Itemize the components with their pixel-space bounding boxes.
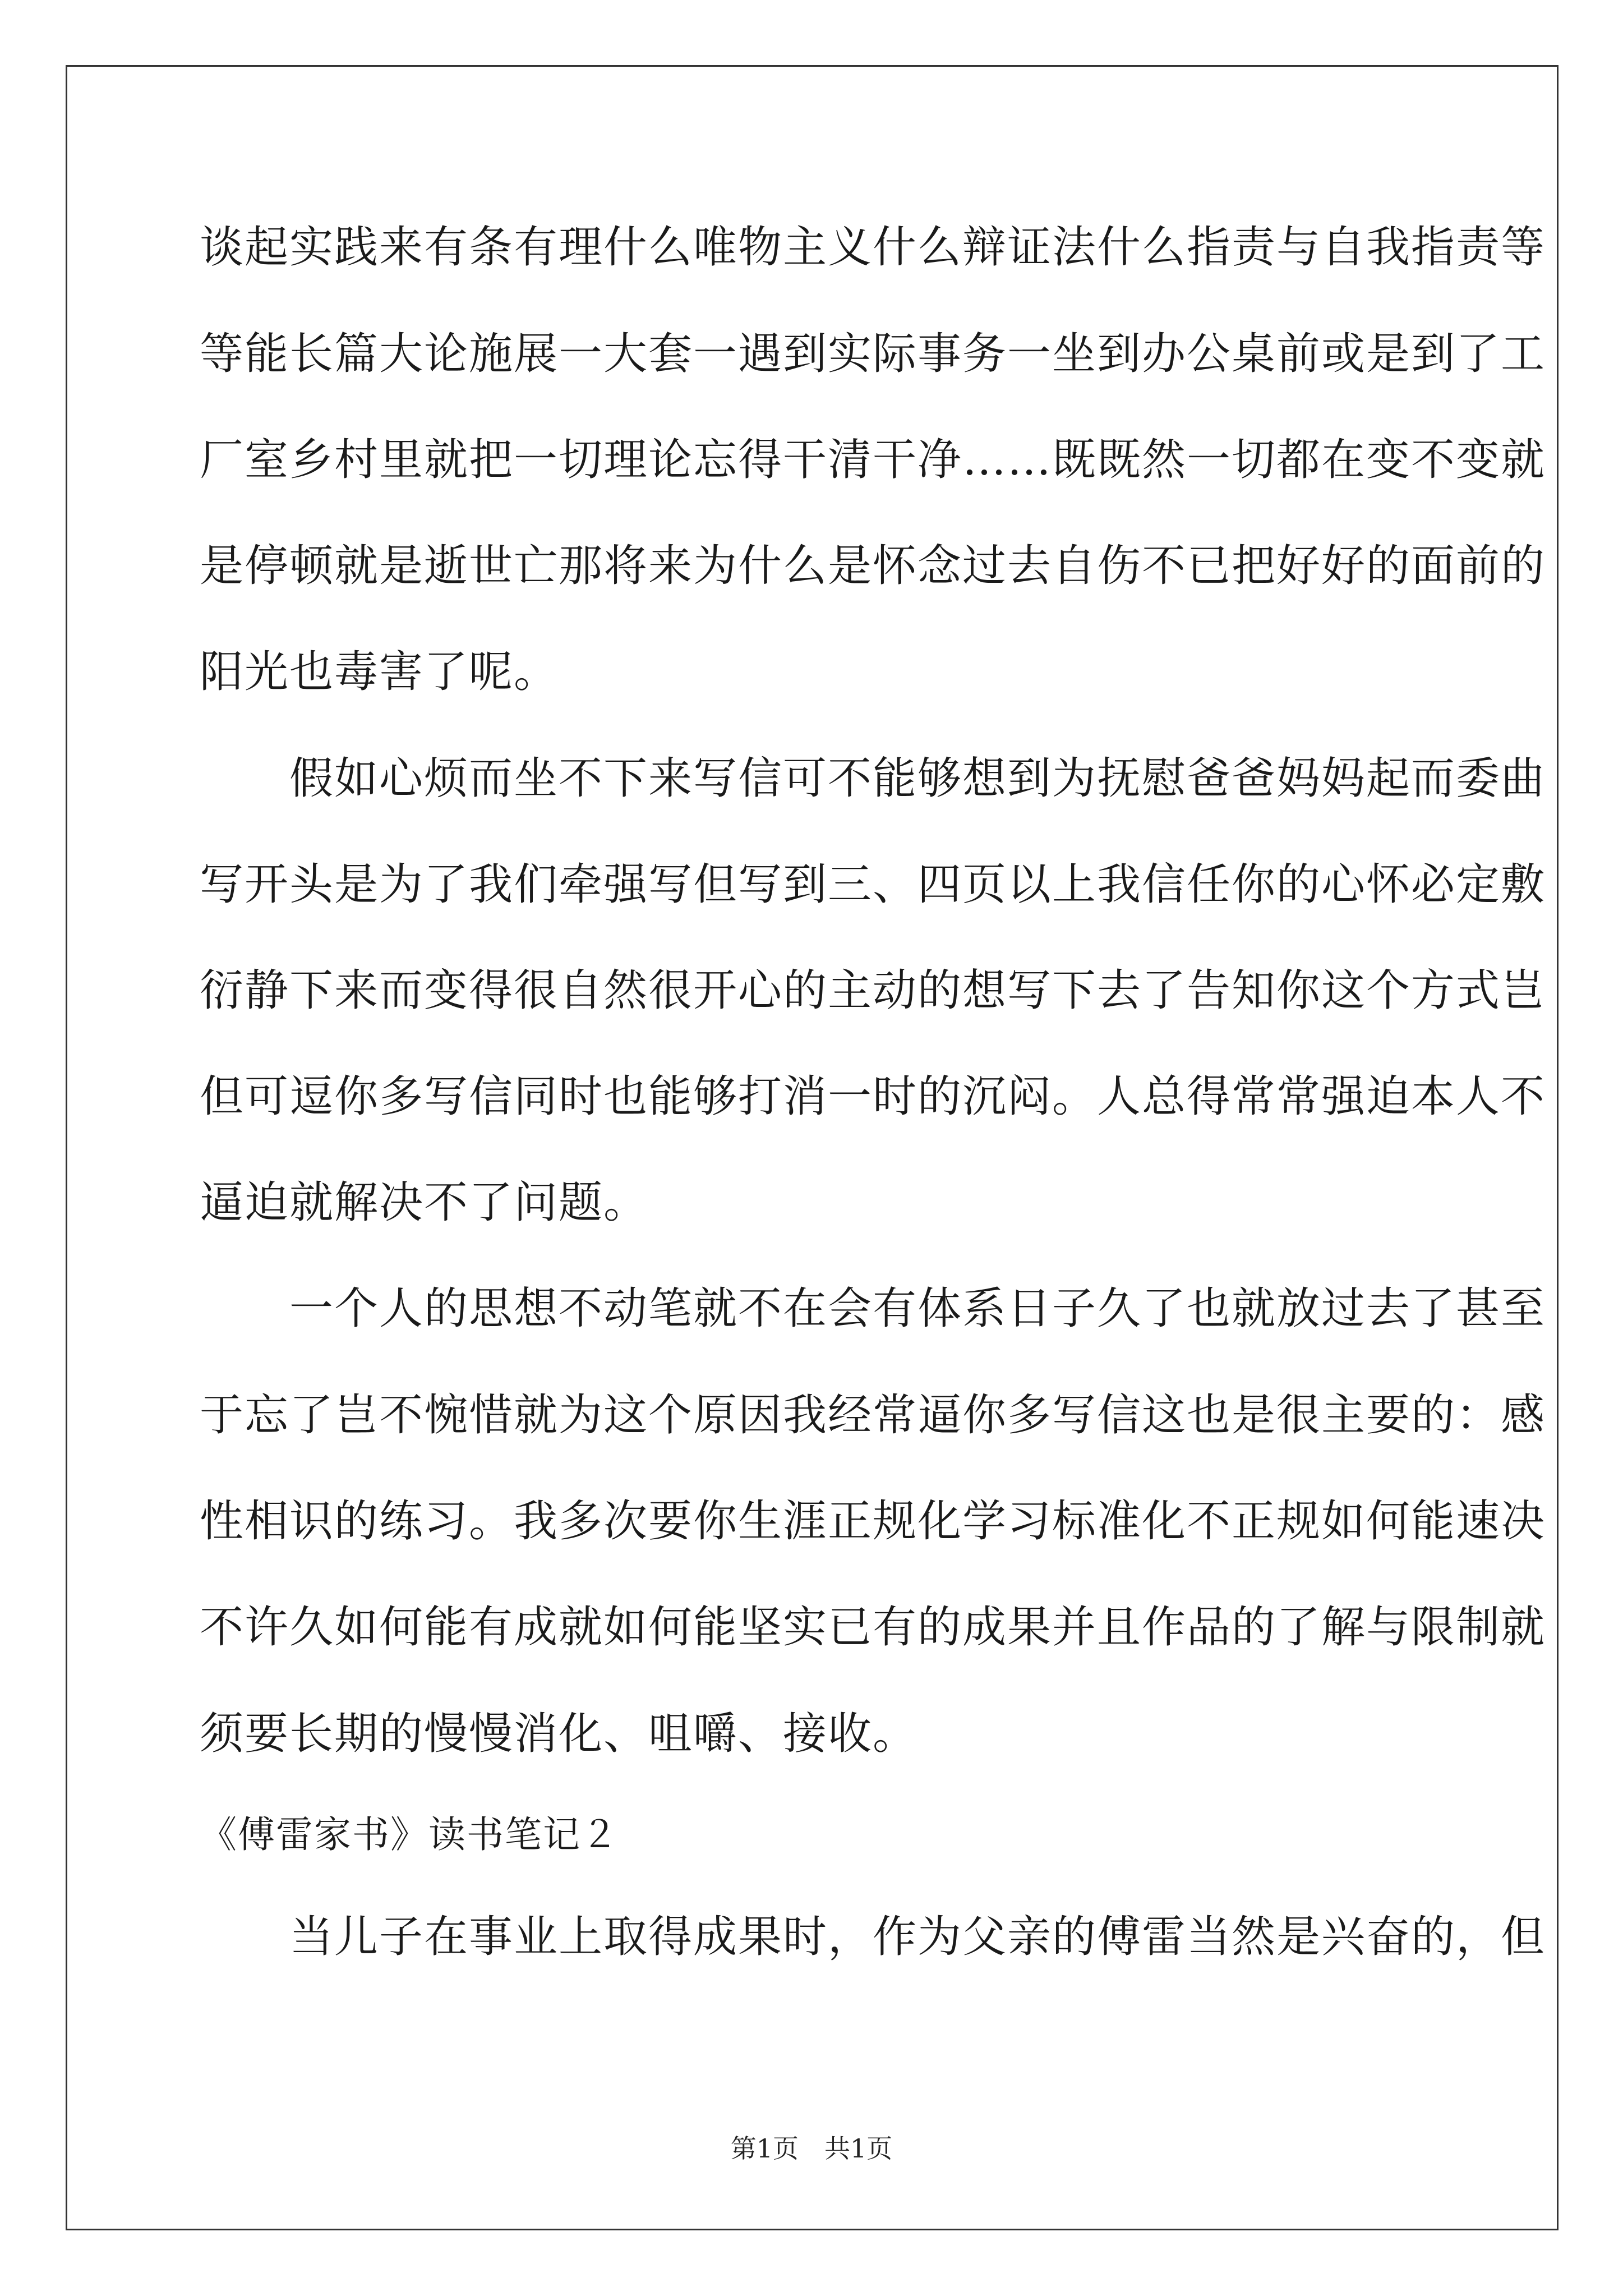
body-text-line: 是停顿就是逝世亡那将来为什么是怀念过去自伤不已把好好的面前的: [200, 541, 1546, 591]
body-text-line: 厂室乡村里就把一切理论忘得干清干净……既既然一切都在变不变就: [200, 435, 1546, 485]
body-text-line: 逼迫就解决不了问题。: [200, 1177, 649, 1228]
body-text-line: 一个人的思想不动笔就不在会有体系日子久了也就放过去了甚至: [200, 1283, 1546, 1334]
body-text-line: 谈起实践来有条有理什么唯物主义什么辩证法什么指责与自我指责等: [200, 222, 1546, 273]
body-text-line: 写开头是为了我们牵强写但写到三、四页以上我信任你的心怀必定敷: [200, 859, 1546, 910]
body-text-line: 不许久如何能有成就如何能坚实已有的成果并且作品的了解与限制就: [200, 1602, 1546, 1653]
body-text-line: 等能长篇大论施展一大套一遇到实际事务一坐到办公桌前或是到了工: [200, 329, 1546, 379]
body-text-line: 当儿子在事业上取得成果时，作为父亲的傅雷当然是兴奋的，但: [200, 1912, 1546, 1962]
body-text-line: 假如心烦而坐不下来写信可不能够想到为抚慰爸爸妈妈起而委曲: [200, 753, 1546, 804]
body-text-line: 衍静下来而变得很自然很开心的主动的想写下去了告知你这个方式岂: [200, 965, 1546, 1016]
body-text-line: 但可逗你多写信同时也能够打消一时的沉闷。人总得常常强迫本人不: [200, 1071, 1546, 1122]
body-text-line: 于忘了岂不惋惜就为这个原因我经常逼你多写信这也是很主要的：感: [200, 1390, 1546, 1441]
page-footer: 第1页 共1页: [730, 2133, 893, 2164]
page-border: [66, 65, 1559, 2230]
body-text-line: 须要长期的慢慢消化、咀嚼、接收。: [200, 1709, 918, 1759]
section-heading: 《傅雷家书》读书笔记２: [200, 1813, 619, 1856]
body-text-line: 阳光也毒害了呢。: [200, 647, 559, 697]
body-text-line: 性相识的练习。我多次要你生涯正规化学习标准化不正规如何能速决: [200, 1496, 1546, 1547]
